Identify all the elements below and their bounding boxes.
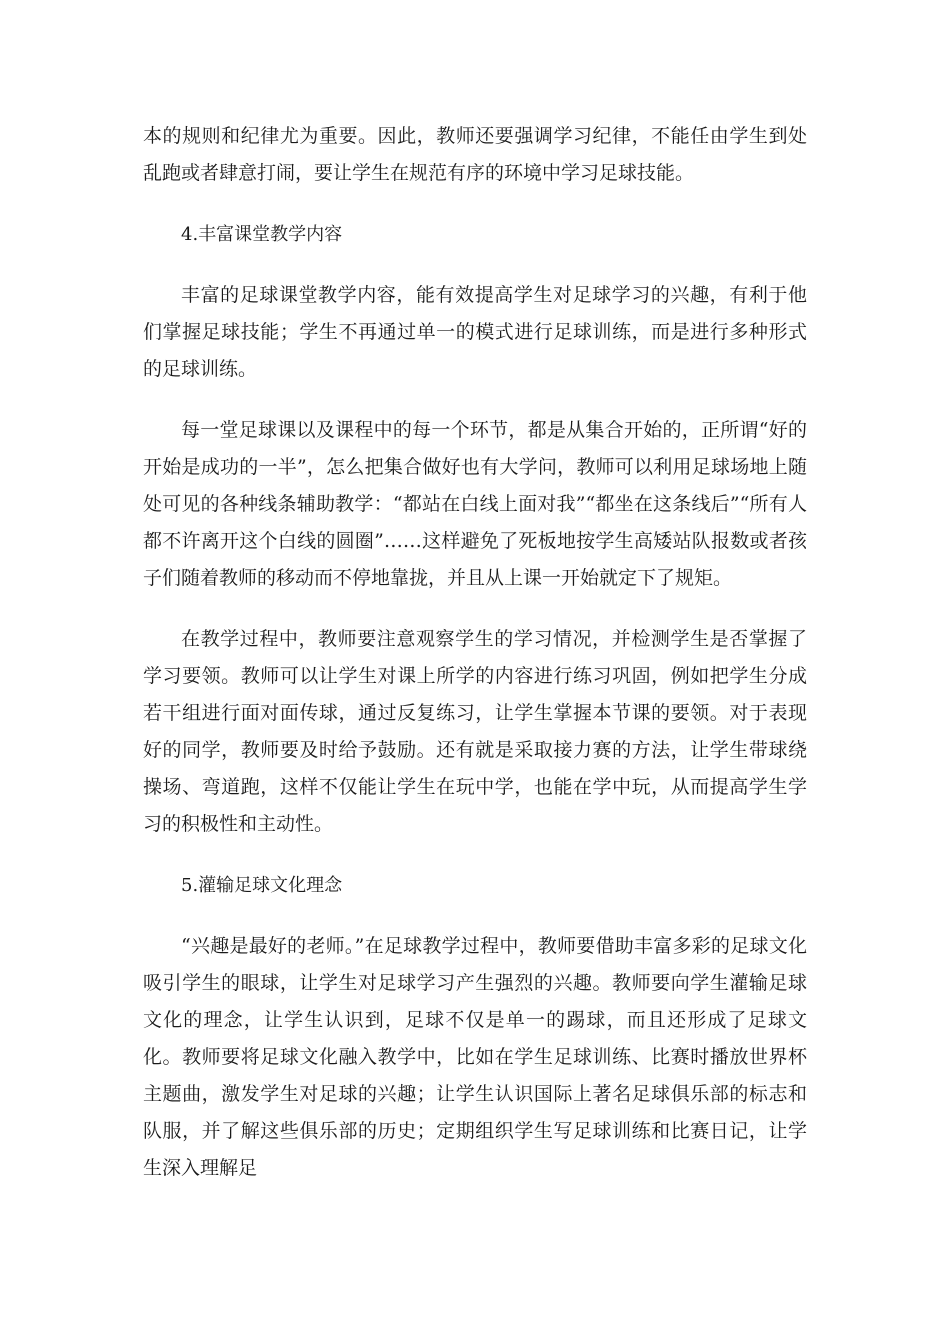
document-page [143,118,807,1211]
paragraph: 每一堂足球课以及课程中的每一个环节，都是从集合开始的，正所谓“好的开始是成功的一半”，怎么把集合做好也有大学问，教师可以利用足球场地上随处可见的各种线条辅助教学：“都站在白线上面对我”“都坐在这条线后”“所有人都不许离开这个白线的圆圈”……这样避免了死板地按学生高矮站队报数或者孩子们随着教师的移动而不停地靠拢，并且从上课一开始就定下了规矩。 [143,419,807,589]
paragraph: 在教学过程中，教师要注意观察学生的学习情况，并检测学生是否掌握了学习要领。教师可以让学生对课上所学的内容进行练习巩固，例如把学生分成若干组进行面对面传球，通过反复练习，让学生掌握本节课的要领。对于表现好的同学，教师要及时给予鼓励。还有就是采取接力赛的方法，让学生带球绕操场、弯道跑，这样不仅能让学生在玩中学，也能在学中玩，从而提高学生学习的积极性和主动性。 [143,628,807,835]
section-heading-4: 4.丰富课堂教学内容 [181,224,343,245]
paragraph: “兴趣是最好的老师。”在足球教学过程中，教师要借助丰富多彩的足球文化吸引学生的眼球，让学生对足球学习产生强烈的兴趣。教师要向学生灌输足球文化的理念，让学生认识到，足球不仅是单一的踢球，而且还形成了足球文化。教师要将足球文化融入教学中，比如在学生足球训练、比赛时播放世界杯主题曲，激发学生对足球的兴趣；让学生认识国际上著名足球俱乐部的标志和队服，并了解这些俱乐部的历史；定期组织学生写足球训练和比赛日记，让学生深入理解足 [143,935,807,1179]
paragraph-continued: 本的规则和纪律尤为重要。因此，教师还要强调学习纪律，不能任由学生到处乱跑或者肆意打闹，要让学生在规范有序的环境中学习足球技能。 [143,125,807,184]
section-heading-5: 5.灌输足球文化理念 [181,875,343,896]
paragraph: 丰富的足球课堂教学内容，能有效提高学生对足球学习的兴趣，有利于他们掌握足球技能；学生不再通过单一的模式进行足球训练，而是进行多种形式的足球训练。 [143,284,807,380]
